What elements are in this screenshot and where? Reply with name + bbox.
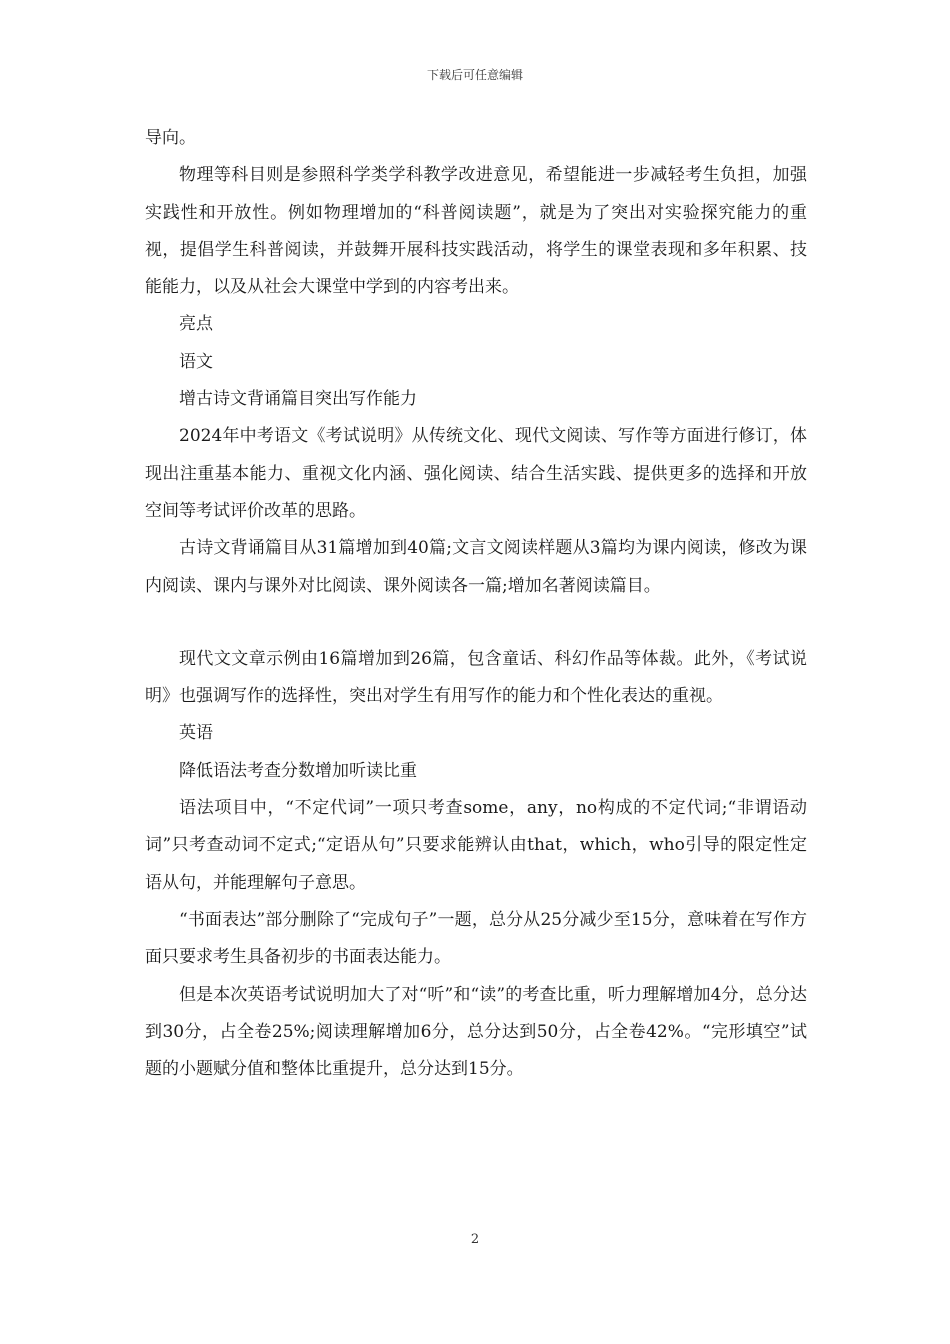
topic-heading-english: 降低语法考查分数增加听读比重	[179, 760, 417, 781]
topic-heading-chinese: 增古诗文背诵篇目突出写作能力	[179, 389, 417, 410]
subject-heading-english: 英语	[179, 723, 213, 744]
paragraph-13: 但是本次英语考试说明加大了对“听”和“读”的考查比重，听力理解增加4分，总分达到30分，占全卷25%;阅读理解增加6分，总分达到50分，占全卷42%。“完形填空”试题的小题赋分值和整体比重提升，总分达到15分。	[145, 984, 807, 1080]
page-number: 2	[470, 1232, 480, 1247]
paragraph-2: 物理等科目则是参照科学类学科教学改进意见，希望能进一步减轻考生负担，加强实践性和开放性。例如物理增加的“科普阅读题”，就是为了突出对实验探究能力的重视，提倡学生科普阅读，并鼓舞开展科技实践活动，将学生的课堂表现和多年积累、技能能力，以及从社会大课堂中学到的内容考出来。	[145, 165, 807, 298]
paragraph-11: 语法项目中，“不定代词”一项只考查some，any，no构成的不定代词;“非谓语动词”只考查动词不定式;“定语从句”只要求能辨认由that，which，who引导的限定性定语从句，并能理解句子意思。	[145, 798, 807, 893]
paragraph-12: “书面表达”部分删除了“完成句子”一题，总分从25分减少至15分，意味着在写作方面只要求考生具备初步的书面表达能力。	[145, 909, 807, 968]
section-heading-highlights: 亮点	[179, 314, 213, 335]
paragraph-8: 现代文文章示例由16篇增加到26篇，包含童话、科幻作品等体裁。此外，《考试说明》也强调写作的选择性，突出对学生有用写作的能力和个性化表达的重视。	[145, 648, 807, 707]
paragraph-7: 古诗文背诵篇目从31篇增加到40篇;文言文阅读样题从3篇均为课内阅读，修改为课内阅读、课内与课外对比阅读、课外阅读各一篇;增加名著阅读篇目。	[145, 538, 807, 596]
paragraph-1: 导向。	[145, 128, 196, 148]
subject-heading-chinese: 语文	[179, 351, 213, 372]
document-body	[145, 120, 807, 1088]
paragraph-6: 2024年中考语文《考试说明》从传统文化、现代文阅读、写作等方面进行修订，体现出注重基本能力、重视文化内涵、强化阅读、结合生活实践、提供更多的选择和开放空间等考试评价改革的思路。	[145, 426, 807, 521]
page-header-note: 下载后可任意编辑	[426, 68, 523, 82]
